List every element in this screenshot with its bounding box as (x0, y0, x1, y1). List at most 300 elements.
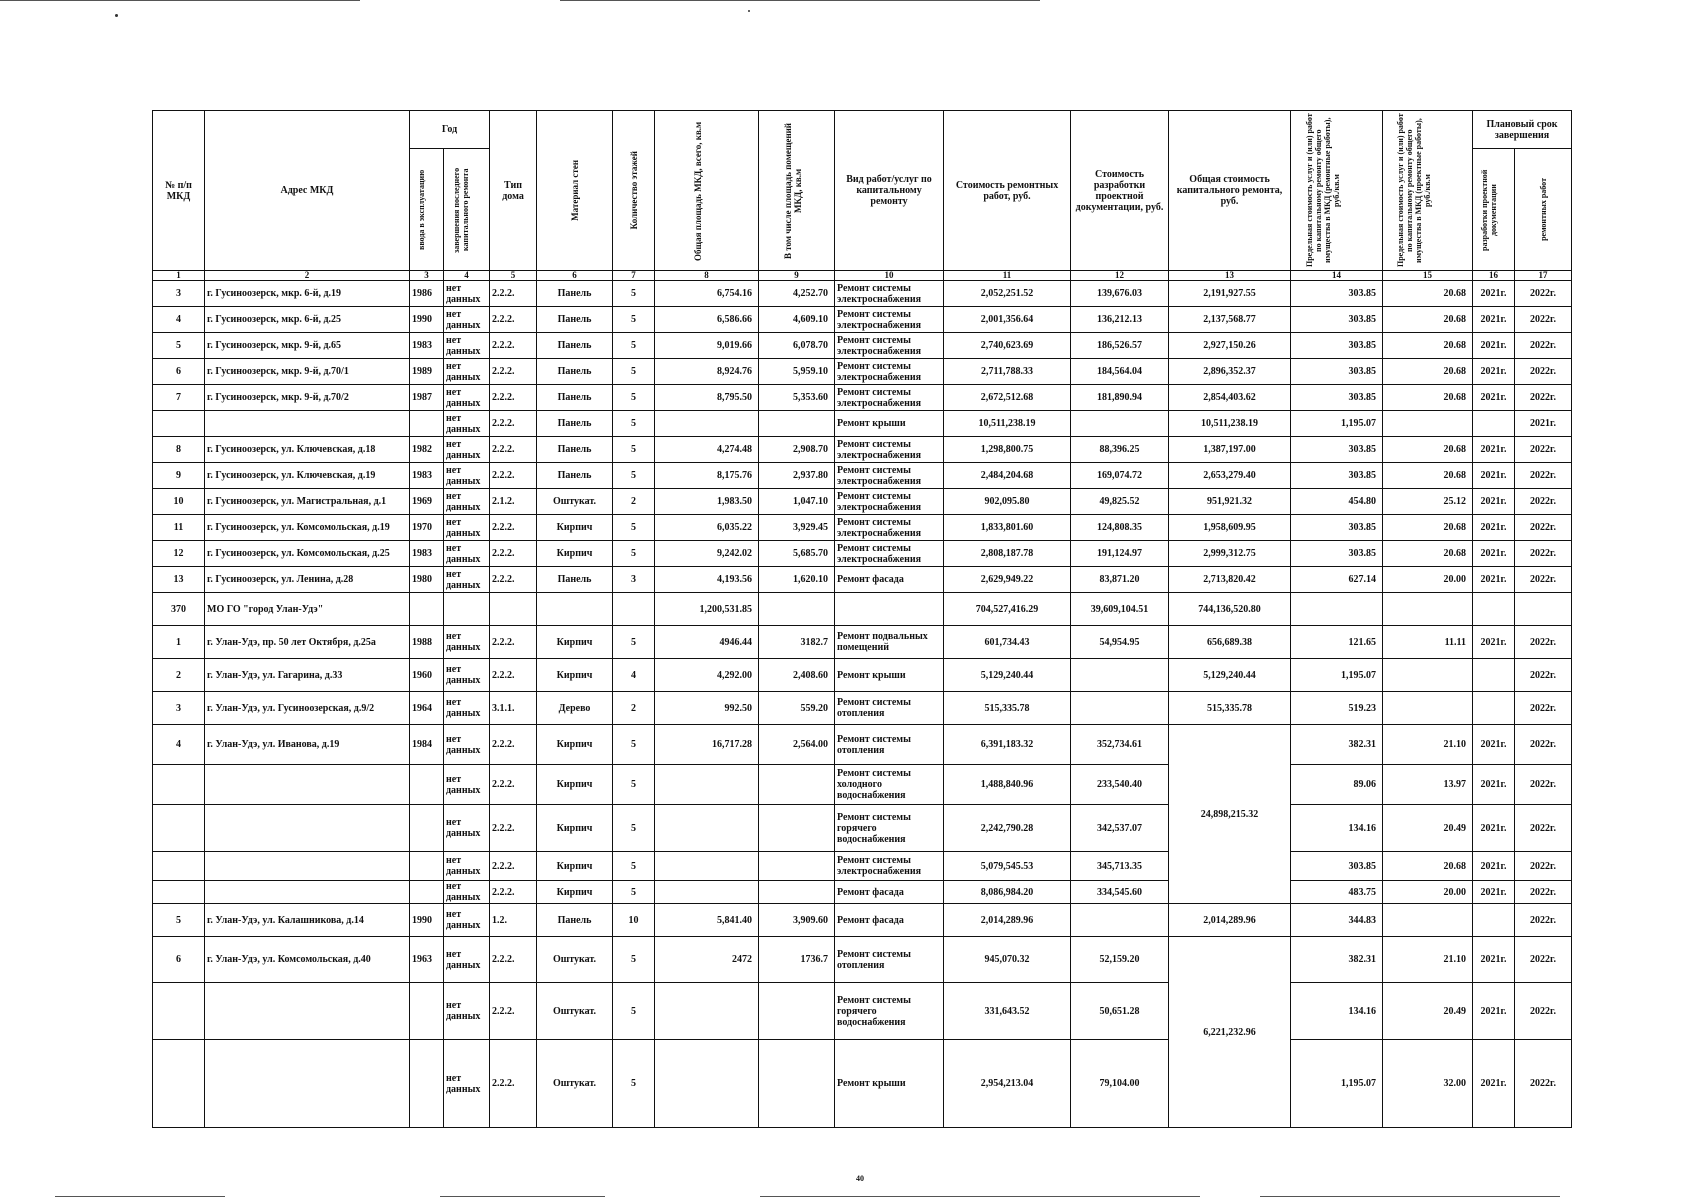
table-cell (205, 852, 410, 881)
table-cell (205, 765, 410, 805)
table-cell: 2,808,187.78 (944, 541, 1071, 567)
table-cell: 902,095.80 (944, 489, 1071, 515)
table-cell: 2,137,568.77 (1169, 307, 1291, 333)
table-cell (1473, 692, 1515, 725)
table-cell: Ремонт фасада (835, 881, 944, 904)
table-row (153, 852, 1572, 881)
table-cell: 559.20 (759, 692, 835, 725)
scan-edge-line (0, 0, 360, 1)
table-cell: 515,335.78 (1169, 692, 1291, 725)
table-cell (1383, 593, 1473, 626)
table-cell (1071, 692, 1169, 725)
table-cell (410, 765, 444, 805)
table-cell: 16,717.28 (655, 725, 759, 765)
table-cell (759, 411, 835, 437)
table-cell: 4,274.48 (655, 437, 759, 463)
table-cell: 5 (613, 515, 655, 541)
table-cell: 2,672,512.68 (944, 385, 1071, 411)
table-row (153, 281, 1572, 307)
table-cell: нет данных (444, 881, 490, 904)
table-cell: Кирпич (537, 659, 613, 692)
table-cell: 83,871.20 (1071, 567, 1169, 593)
table-cell: 39,609,104.51 (1071, 593, 1169, 626)
table-cell (655, 1040, 759, 1128)
table-cell: МО ГО "город Улан-Удэ" (205, 593, 410, 626)
col-deadline-design-header: разработки проектной документации (1473, 149, 1515, 271)
table-cell: 2021г. (1473, 307, 1515, 333)
table-cell: 2022г. (1515, 904, 1572, 937)
table-cell: 515,335.78 (944, 692, 1071, 725)
table-cell (759, 765, 835, 805)
table-cell (444, 593, 490, 626)
table-cell: 5 (613, 307, 655, 333)
table-cell: 20.68 (1383, 385, 1473, 411)
table-cell: Кирпич (537, 541, 613, 567)
table-cell: Ремонт системы электроснабжения (835, 515, 944, 541)
table-cell: 1,200,531.85 (655, 593, 759, 626)
table-cell (655, 983, 759, 1040)
table-cell: 6,035.22 (655, 515, 759, 541)
table-cell: нет данных (444, 567, 490, 593)
table-cell: 2021г. (1473, 541, 1515, 567)
table-cell (655, 852, 759, 881)
table-cell (410, 852, 444, 881)
table-cell: г. Гусиноозерск, мкр. 9-й, д.70/2 (205, 385, 410, 411)
table-cell: 1,047.10 (759, 489, 835, 515)
table-cell (410, 593, 444, 626)
table-cell: Ремонт системы электроснабжения (835, 307, 944, 333)
table-cell: 2.2.2. (490, 281, 537, 307)
table-cell: нет данных (444, 725, 490, 765)
table-cell (153, 852, 205, 881)
table-cell: Кирпич (537, 852, 613, 881)
table-cell: 20.68 (1383, 515, 1473, 541)
table-cell: 2,564.00 (759, 725, 835, 765)
table-row (153, 307, 1572, 333)
table-cell: нет данных (444, 307, 490, 333)
table-cell (153, 1040, 205, 1128)
table-cell (759, 852, 835, 881)
table-cell: г. Улан-Удэ, ул. Иванова, д.19 (205, 725, 410, 765)
table-cell: Оштукат. (537, 937, 613, 983)
col-index: 9 (759, 271, 835, 281)
scan-edge-line (55, 1196, 225, 1197)
table-cell: 5,353.60 (759, 385, 835, 411)
col-year-commission-header: ввода в эксплуатацию (410, 149, 444, 271)
table-cell: 2,927,150.26 (1169, 333, 1291, 359)
table-cell: 2.2.2. (490, 881, 537, 904)
table-cell: 352,734.61 (1071, 725, 1169, 765)
table-cell: 9,019.66 (655, 333, 759, 359)
col-type-header: Тип дома (490, 111, 537, 271)
table-cell: 4946.44 (655, 626, 759, 659)
table-cell: 89.06 (1291, 765, 1383, 805)
table-cell: 1960 (410, 659, 444, 692)
table-cell: 6 (153, 359, 205, 385)
table-cell: 342,537.07 (1071, 805, 1169, 852)
table-cell: 121.65 (1291, 626, 1383, 659)
table-cell: 1,958,609.95 (1169, 515, 1291, 541)
table-cell (1383, 692, 1473, 725)
table-cell: г. Улан-Удэ, ул. Гусиноозерская, д.9/2 (205, 692, 410, 725)
table-cell: 303.85 (1291, 852, 1383, 881)
table-cell (1291, 593, 1383, 626)
table-cell: 2.1.2. (490, 489, 537, 515)
table-cell: Ремонт крыши (835, 659, 944, 692)
table-row (153, 765, 1572, 805)
col-cost-total-header: Общая стоимость капитального ремонта, руб. (1169, 111, 1291, 271)
table-cell (205, 1040, 410, 1128)
col-index: 16 (1473, 271, 1515, 281)
table-cell: нет данных (444, 515, 490, 541)
col-index: 7 (613, 271, 655, 281)
table-cell: 20.68 (1383, 307, 1473, 333)
table-cell: Ремонт фасада (835, 567, 944, 593)
subtotal-row (153, 593, 1572, 626)
col-index: 17 (1515, 271, 1572, 281)
table-cell: 3.1.1. (490, 692, 537, 725)
table-cell (205, 881, 410, 904)
table-cell: 2022г. (1515, 983, 1572, 1040)
page-number: 40 (856, 1174, 864, 1183)
table-cell: 2,937.80 (759, 463, 835, 489)
col-index: 8 (655, 271, 759, 281)
table-cell: 2022г. (1515, 307, 1572, 333)
table-cell: 1969 (410, 489, 444, 515)
table-cell: 2472 (655, 937, 759, 983)
table-cell (655, 805, 759, 852)
table-cell: 5 (613, 281, 655, 307)
table-cell: нет данных (444, 333, 490, 359)
table-cell: 2021г. (1473, 333, 1515, 359)
table-cell: 139,676.03 (1071, 281, 1169, 307)
table-cell: 5,959.10 (759, 359, 835, 385)
table-cell: 5 (613, 805, 655, 852)
table-cell (613, 593, 655, 626)
table-cell (537, 593, 613, 626)
table-cell: нет данных (444, 437, 490, 463)
table-cell: г. Улан-Удэ, пр. 50 лет Октября, д.25а (205, 626, 410, 659)
table-cell: 5 (613, 541, 655, 567)
col-floors-header: Количество этажей (613, 111, 655, 271)
table-cell: Ремонт системы электроснабжения (835, 852, 944, 881)
table-cell (759, 983, 835, 1040)
table-cell: 2022г. (1515, 852, 1572, 881)
table-row (153, 541, 1572, 567)
table-cell: 303.85 (1291, 333, 1383, 359)
table-cell: 303.85 (1291, 463, 1383, 489)
table-cell: Ремонт системы отопления (835, 725, 944, 765)
table-cell (759, 881, 835, 904)
table-cell: 2.2.2. (490, 463, 537, 489)
table-cell: г. Гусиноозерск, ул. Комсомольская, д.19 (205, 515, 410, 541)
table-cell: 2022г. (1515, 489, 1572, 515)
table-row (153, 1040, 1572, 1128)
table-cell: 136,212.13 (1071, 307, 1169, 333)
table-cell: нет данных (444, 489, 490, 515)
scan-speck (748, 10, 750, 12)
table-cell: 5,079,545.53 (944, 852, 1071, 881)
table-cell: Ремонт системы электроснабжения (835, 385, 944, 411)
table-cell: 2,653,279.40 (1169, 463, 1291, 489)
table-cell: 2,629,949.22 (944, 567, 1071, 593)
table-cell: 4,252.70 (759, 281, 835, 307)
table-cell: 5,685.70 (759, 541, 835, 567)
table-cell: 3,909.60 (759, 904, 835, 937)
table-cell: 4 (153, 725, 205, 765)
col-deadline-group-header: Плановый срок завершения (1473, 111, 1572, 149)
table-cell (1473, 593, 1515, 626)
table-cell: г. Гусиноозерск, мкр. 9-й, д.70/1 (205, 359, 410, 385)
table-cell: 20.68 (1383, 541, 1473, 567)
column-index-row (153, 271, 1572, 281)
table-cell: Ремонт системы электроснабжения (835, 541, 944, 567)
table-cell: 20.49 (1383, 983, 1473, 1040)
col-index: 15 (1383, 271, 1473, 281)
table-cell: 2021г. (1473, 1040, 1515, 1128)
table-cell: 6,078.70 (759, 333, 835, 359)
table-row (153, 489, 1572, 515)
col-index: 3 (410, 271, 444, 281)
table-cell: нет данных (444, 937, 490, 983)
table-cell: 54,954.95 (1071, 626, 1169, 659)
table-cell: 2022г. (1515, 881, 1572, 904)
table-cell: 2021г. (1515, 411, 1572, 437)
table-cell (655, 765, 759, 805)
table-cell: 2 (613, 489, 655, 515)
table-cell: 6,586.66 (655, 307, 759, 333)
table-cell: нет данных (444, 281, 490, 307)
table-cell (1383, 411, 1473, 437)
col-index: 4 (444, 271, 490, 281)
table-cell: 1987 (410, 385, 444, 411)
table-cell: 1988 (410, 626, 444, 659)
table-cell: 2,191,927.55 (1169, 281, 1291, 307)
table-cell: 2,484,204.68 (944, 463, 1071, 489)
table-cell: 1,195.07 (1291, 659, 1383, 692)
table-cell: г. Гусиноозерск, ул. Ключевская, д.18 (205, 437, 410, 463)
table-cell: 303.85 (1291, 307, 1383, 333)
table-cell: 10 (613, 904, 655, 937)
table-cell: Дерево (537, 692, 613, 725)
table-cell: Кирпич (537, 765, 613, 805)
table-cell (1473, 904, 1515, 937)
table-cell: 2021г. (1473, 626, 1515, 659)
table-cell: 2.2.2. (490, 983, 537, 1040)
table-cell: 303.85 (1291, 385, 1383, 411)
table-cell: Панель (537, 411, 613, 437)
table-cell: Ремонт системы электроснабжения (835, 489, 944, 515)
table-cell: 2,711,788.33 (944, 359, 1071, 385)
table-row (153, 659, 1572, 692)
table-cell (205, 805, 410, 852)
col-year-group-header: Год (410, 111, 490, 149)
table-cell: 1,983.50 (655, 489, 759, 515)
table-cell: г. Улан-Удэ, ул. Калашникова, д.14 (205, 904, 410, 937)
table-cell: 9,242.02 (655, 541, 759, 567)
table-cell: 1990 (410, 904, 444, 937)
table-cell: 2022г. (1515, 937, 1572, 983)
table-cell (153, 881, 205, 904)
table-cell: 344.83 (1291, 904, 1383, 937)
table-cell: 2022г. (1515, 659, 1572, 692)
table-cell: 4,292.00 (655, 659, 759, 692)
table-row (153, 359, 1572, 385)
table-cell: 2021г. (1473, 725, 1515, 765)
table-cell: 656,689.38 (1169, 626, 1291, 659)
table-cell: Ремонт фасада (835, 904, 944, 937)
table-cell: 2.2.2. (490, 307, 537, 333)
table-cell: нет данных (444, 463, 490, 489)
table-cell: 181,890.94 (1071, 385, 1169, 411)
table-cell: Оштукат. (537, 1040, 613, 1128)
table-cell: 24,898,215.32 (1169, 725, 1291, 904)
table-cell (410, 411, 444, 437)
table-cell (1383, 904, 1473, 937)
table-cell: нет данных (444, 541, 490, 567)
table-cell (1515, 593, 1572, 626)
table-cell: Оштукат. (537, 489, 613, 515)
table-cell: 88,396.25 (1071, 437, 1169, 463)
table-row (153, 333, 1572, 359)
table-cell: 2.2.2. (490, 765, 537, 805)
table-cell: г. Улан-Удэ, ул. Комсомольская, д.40 (205, 937, 410, 983)
table-cell: г. Гусиноозерск, ул. Ключевская, д.19 (205, 463, 410, 489)
table-cell: 11.11 (1383, 626, 1473, 659)
table-cell: 13.97 (1383, 765, 1473, 805)
table-cell: 2,014,289.96 (1169, 904, 1291, 937)
table-cell: Ремонт системы электроснабжения (835, 333, 944, 359)
table-cell: 186,526.57 (1071, 333, 1169, 359)
table-cell: нет данных (444, 852, 490, 881)
col-index: 13 (1169, 271, 1291, 281)
table-cell: 6,221,232.96 (1169, 937, 1291, 1128)
table-cell: 32.00 (1383, 1040, 1473, 1128)
table-cell: Ремонт системы горячего водоснабжения (835, 983, 944, 1040)
table-cell: 2.2.2. (490, 937, 537, 983)
table-cell (1071, 904, 1169, 937)
table-cell: 8,795.50 (655, 385, 759, 411)
table-cell: 4,193.56 (655, 567, 759, 593)
table-cell: 2.2.2. (490, 567, 537, 593)
table-cell: 52,159.20 (1071, 937, 1169, 983)
table-cell: 2022г. (1515, 463, 1572, 489)
table-cell: 1984 (410, 725, 444, 765)
table-cell (153, 983, 205, 1040)
table-cell: 5 (613, 725, 655, 765)
table-cell (410, 881, 444, 904)
table-cell: Панель (537, 307, 613, 333)
table-cell: 2022г. (1515, 725, 1572, 765)
table-cell: 1986 (410, 281, 444, 307)
table-cell: г. Гусиноозерск, ул. Комсомольская, д.25 (205, 541, 410, 567)
table-cell: 2.2.2. (490, 385, 537, 411)
table-cell: 2,014,289.96 (944, 904, 1071, 937)
table-cell (205, 411, 410, 437)
table-cell: 2022г. (1515, 437, 1572, 463)
table-cell: 2,854,403.62 (1169, 385, 1291, 411)
table-cell: 951,921.32 (1169, 489, 1291, 515)
table-cell: 2022г. (1515, 541, 1572, 567)
table-cell: 303.85 (1291, 281, 1383, 307)
table-cell: нет данных (444, 626, 490, 659)
table-cell: 5 (613, 626, 655, 659)
table-cell: 1963 (410, 937, 444, 983)
table-cell: 2,001,356.64 (944, 307, 1071, 333)
col-index: 6 (537, 271, 613, 281)
table-cell: Ремонт крыши (835, 1040, 944, 1128)
table-cell: 5,841.40 (655, 904, 759, 937)
scan-edge-line (440, 1196, 605, 1197)
table-cell: 5 (613, 983, 655, 1040)
col-wall-header: Материал стен (537, 111, 613, 271)
col-year-last-repair-header: завершения последнего капитального ремонта (444, 149, 490, 271)
table-cell: 4 (153, 307, 205, 333)
table-cell: 744,136,520.80 (1169, 593, 1291, 626)
table-row (153, 692, 1572, 725)
table-cell: 3 (613, 567, 655, 593)
table-row (153, 626, 1572, 659)
table-cell: нет данных (444, 1040, 490, 1128)
table-cell: 10,511,238.19 (1169, 411, 1291, 437)
table-cell (410, 983, 444, 1040)
table-cell: 3182.7 (759, 626, 835, 659)
table-cell: 5 (613, 1040, 655, 1128)
table-cell: Ремонт системы холодного водоснабжения (835, 765, 944, 805)
col-index: 10 (835, 271, 944, 281)
col-area-total-header: Общая площадь МКД, всего, кв.м (655, 111, 759, 271)
table-cell: нет данных (444, 659, 490, 692)
table-cell: 2,999,312.75 (1169, 541, 1291, 567)
table-cell: 331,643.52 (944, 983, 1071, 1040)
table-row (153, 463, 1572, 489)
table-cell: 1983 (410, 463, 444, 489)
table-cell: 5,129,240.44 (944, 659, 1071, 692)
table-cell: г. Гусиноозерск, мкр. 9-й, д.65 (205, 333, 410, 359)
table-cell: 1,195.07 (1291, 1040, 1383, 1128)
table-cell: Ремонт системы электроснабжения (835, 437, 944, 463)
table-cell: 21.10 (1383, 725, 1473, 765)
table-cell: Ремонт системы отопления (835, 937, 944, 983)
table-cell: нет данных (444, 904, 490, 937)
table-cell: 233,540.40 (1071, 765, 1169, 805)
table-cell: 169,074.72 (1071, 463, 1169, 489)
table-cell: 5 (613, 437, 655, 463)
table-cell: 12 (153, 541, 205, 567)
table-cell: 191,124.97 (1071, 541, 1169, 567)
col-limit-repair-header: Предельная стоимость услуг и (или) работ по капитальному ремонту общего имущества в МКД (ремонтные работы), руб./кв.м (1291, 111, 1383, 271)
table-cell: 303.85 (1291, 437, 1383, 463)
col-index: 5 (490, 271, 537, 281)
table-cell: 2022г. (1515, 765, 1572, 805)
table-cell: 21.10 (1383, 937, 1473, 983)
table-cell: 1964 (410, 692, 444, 725)
table-cell: 2021г. (1473, 881, 1515, 904)
table-cell: 303.85 (1291, 359, 1383, 385)
table-row (153, 904, 1572, 937)
table-cell: Панель (537, 904, 613, 937)
table-cell: 2022г. (1515, 281, 1572, 307)
table-cell: 2.2.2. (490, 359, 537, 385)
table-cell: Панель (537, 385, 613, 411)
table-cell: 9 (153, 463, 205, 489)
table-cell: 382.31 (1291, 725, 1383, 765)
table-cell (490, 593, 537, 626)
table-cell: 2022г. (1515, 359, 1572, 385)
table-cell: нет данных (444, 983, 490, 1040)
table-cell (759, 805, 835, 852)
table-cell: 2 (153, 659, 205, 692)
